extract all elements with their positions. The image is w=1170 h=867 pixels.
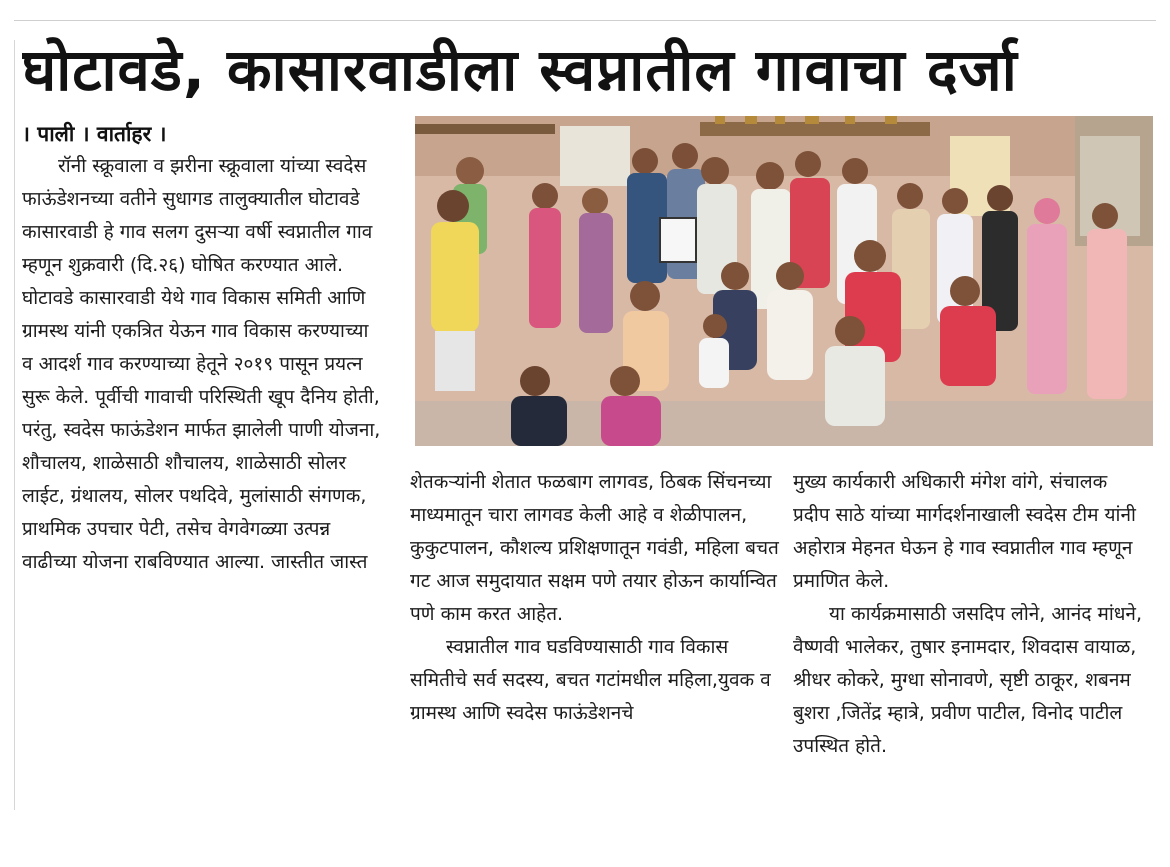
paragraph: रॉनी स्क्रूवाला व झरीना स्क्रूवाला यांच्या स्वदेस फाऊंडेशनच्या वतीने सुधागड तालुक्यातील घोटावडे कासारवाडी हे गाव सलग दुसऱ्या वर्षी स्वप्नातील गाव म्हणून शुक्रवारी (दि.२६) घोषित करण्यात आले. घोटावडे कासारवाडी येथे गाव विकास समिती आणि ग्रामस्थ यांनी एकत्रित येऊन गाव विकास करण्याच्या व आदर्श गाव करण्याच्या हेतूने २०१९ पासून प्रयत्न सुरू केले. पूर्वीची गावाची परिस्थिती खूप दैनिय होती, परंतु, स्वदेस फाऊंडेशन मार्फत झालेली पाणी योजना, शौचालय, शाळेसाठी शौचालय, शाळेसाठी सोलर लाईट, ग्रंथालय, सोलर पथदिवे, मुलांसाठी संगणक, प्राथमिक उपचार पेटी, तसेच वेगवेगळ्या उत्पन्न वाढीच्या योजना राबविण्यात आल्या. जास्तीत जास्त [22, 155, 381, 573]
article-column-1 [22, 150, 382, 579]
headline: घोटावडे, कासारवाडीला स्वप्नातील गावाचा दर्जा [22, 36, 1018, 104]
paragraph: या कार्यक्रमासाठी जसदिप लोने, आनंद मांधने, वैष्णवी भालेकर, तुषार इनामदार, शिवदास वायाळ, श्रीधर कोकरे, मुग्धा सोनावणे, सृष्टी ठाकूर, शबनम बुशरा ,जितेंद्र म्हात्रे, प्रवीण पाटील, विनोद पाटील उपस्थित होते. [793, 603, 1143, 757]
paragraph: मुख्य कार्यकारी अधिकारी मंगेश वांगे, संचालक प्रदीप साठे यांच्या मार्गदर्शनाखाली स्वदेस टीम यांनी अहोरात्र मेहनत घेऊन हे गाव स्वप्नातील गाव म्हणून प्रमाणित केले. [793, 471, 1136, 592]
group-photo-illustration [415, 116, 1153, 446]
byline: । पाली । वार्ताहर । [22, 122, 167, 146]
top-rule [14, 20, 1156, 21]
article-column-3 [793, 466, 1148, 763]
paragraph: स्वप्नातील गाव घडविण्यासाठी गाव विकास समितीचे सर्व सदस्य, बचत गटांमधील महिला,युवक व ग्रामस्थ आणि स्वदेस फाऊंडेशनचे [410, 636, 771, 724]
group-photo [415, 116, 1153, 446]
left-rule [14, 40, 15, 810]
paragraph: शेतकऱ्यांनी शेतात फळबाग लागवड, ठिबक सिंचनच्या माध्यमातून चारा लागवड केली आहे व शेळीपालन, कुकुटपालन, कौशल्य प्रशिक्षणातून गवंडी, महिला बचत गट आज समुदायात सक्षम पणे तयार होऊन कार्यान्वित पणे काम करत आहेत. [410, 471, 779, 625]
article-column-2 [410, 466, 780, 730]
